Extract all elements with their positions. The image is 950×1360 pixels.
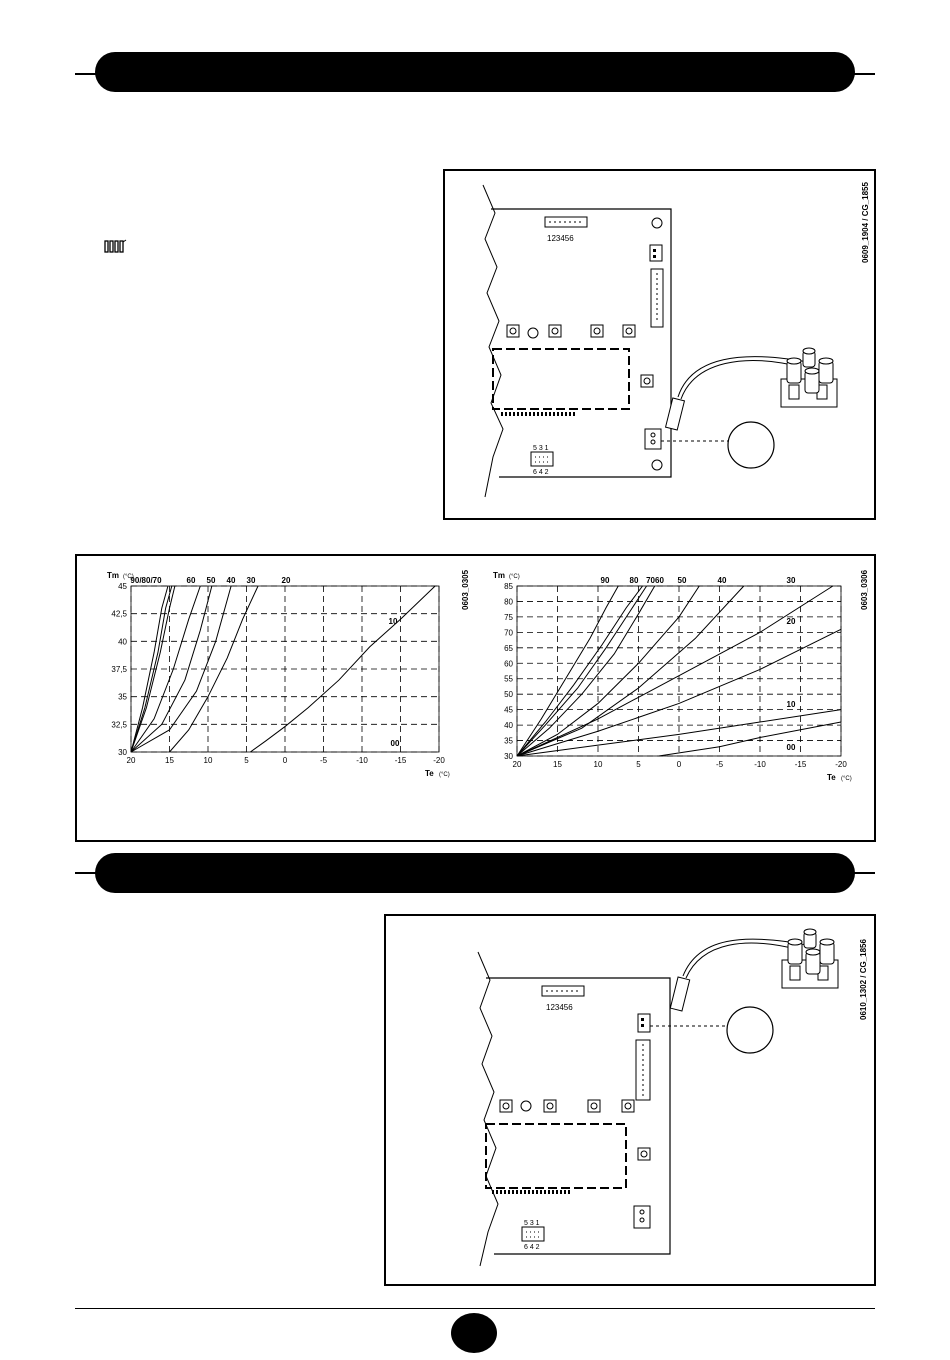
section-header-bar-bottom [95, 853, 855, 893]
y-tick-label: 30 [504, 752, 513, 761]
y-tick-label: 50 [504, 690, 513, 700]
bottom-fig-connector-bottom-pins: 6 4 2 [524, 1244, 540, 1251]
curve-00 [659, 722, 841, 756]
y-tick-label: 75 [504, 612, 513, 622]
bottom-fig-connector-top-pins: 5 3 1 [524, 1220, 540, 1227]
bottom-connector-top-pins: 5 3 1 [533, 445, 549, 452]
x-tick-label: 20 [126, 756, 136, 765]
curve-30 [517, 586, 833, 756]
curve-80 [517, 586, 643, 756]
x-tick-label: -10 [754, 760, 766, 769]
y-axis-unit: (°C) [509, 574, 520, 580]
y-tick-label: 70 [504, 628, 513, 638]
y-tick-label: 65 [504, 643, 513, 653]
curve-label-inline: 00 [390, 739, 400, 748]
y-axis-unit: (°C) [123, 574, 134, 580]
x-tick-label: 5 [244, 756, 249, 765]
heating-curve-chart-low [81, 562, 461, 802]
x-tick-label: -5 [319, 756, 328, 765]
x-tick-label: -10 [356, 756, 368, 765]
curve-label-top: 50 [677, 576, 687, 585]
x-tick-label: -15 [394, 756, 407, 765]
y-tick-label: 37,5 [111, 665, 127, 674]
x-axis-label: Te [425, 769, 434, 778]
x-tick-label: 15 [553, 760, 562, 769]
chart-right-code: 0603_0306 [860, 569, 869, 610]
x-tick-label: 0 [676, 760, 682, 769]
y-axis-label: Tm [493, 571, 505, 580]
curve-label-top: 50 [206, 576, 216, 585]
top-figure-code: 0609_1904 / CG_1855 [861, 182, 870, 263]
bottom-board-figure [384, 914, 876, 1286]
y-tick-label: 35 [504, 736, 513, 746]
x-tick-label: 15 [165, 756, 174, 765]
curve-label-top: 20 [281, 576, 291, 585]
bottom-connector-bottom-pins: 6 4 2 [533, 469, 549, 476]
y-tick-label: 55 [504, 674, 513, 684]
curve-label-top: 60 [186, 576, 196, 585]
y-tick-label: 40 [504, 721, 513, 731]
x-axis-unit: (°C) [841, 776, 852, 782]
y-tick-label: 30 [118, 748, 127, 757]
curve-label-inline: 10 [786, 700, 796, 709]
section-header-bar-top [95, 52, 855, 92]
curve-label-top: 30 [786, 576, 796, 585]
x-axis-label: Te [827, 773, 836, 782]
curve-label-top: 90/80/70 [130, 576, 162, 585]
curve-label-inline: 10 [388, 617, 398, 626]
curve-label-top: 90 [600, 576, 610, 585]
x-tick-label: -5 [715, 760, 724, 769]
heating-curve-chart-high [477, 562, 867, 802]
y-tick-label: 35 [118, 692, 127, 702]
bottom-board-diagram [386, 916, 874, 1284]
top-connector-pins: 123456 [547, 234, 574, 243]
x-tick-label: -20 [835, 760, 847, 769]
top-board-diagram [445, 171, 874, 518]
y-tick-label: 42,5 [111, 609, 127, 619]
x-tick-label: 10 [203, 756, 213, 765]
curve-label-top: 30 [246, 576, 256, 585]
footer-rule [75, 1308, 875, 1309]
x-tick-label: 0 [282, 756, 288, 765]
y-tick-label: 45 [118, 582, 127, 591]
y-axis-label: Tm [107, 571, 119, 580]
bottom-fig-top-connector-pins: 123456 [546, 1003, 573, 1012]
curve-label-top: 80 [629, 576, 639, 585]
x-tick-label: 20 [512, 760, 522, 769]
bottom-figure-code: 0610_1302 / CG_1856 [859, 939, 868, 1020]
curve-50 [517, 586, 699, 756]
curve-label-top: 40 [717, 576, 727, 585]
x-tick-label: 10 [593, 760, 603, 769]
top-board-figure [443, 169, 876, 520]
curve-label-top: 40 [226, 576, 236, 585]
y-tick-label: 45 [504, 705, 513, 715]
curve-70 [517, 586, 647, 756]
curve-90 [517, 586, 618, 756]
charts-panel [75, 554, 876, 842]
x-axis-unit: (°C) [439, 772, 450, 778]
curve-label-top: 7060 [646, 576, 664, 585]
page-number-badge [451, 1313, 497, 1353]
radiator-icon [104, 238, 128, 254]
curve-label-inline: 20 [786, 617, 796, 626]
y-tick-label: 32,5 [111, 720, 127, 730]
x-tick-label: -20 [433, 756, 445, 765]
x-tick-label: -15 [794, 760, 807, 769]
chart-left-code: 0603_0305 [461, 569, 470, 610]
y-tick-label: 40 [118, 637, 127, 647]
y-tick-label: 60 [504, 659, 513, 669]
y-tick-label: 80 [504, 597, 513, 607]
x-tick-label: 5 [636, 760, 641, 769]
curve-label-inline: 00 [786, 743, 796, 752]
y-tick-label: 85 [504, 582, 513, 591]
